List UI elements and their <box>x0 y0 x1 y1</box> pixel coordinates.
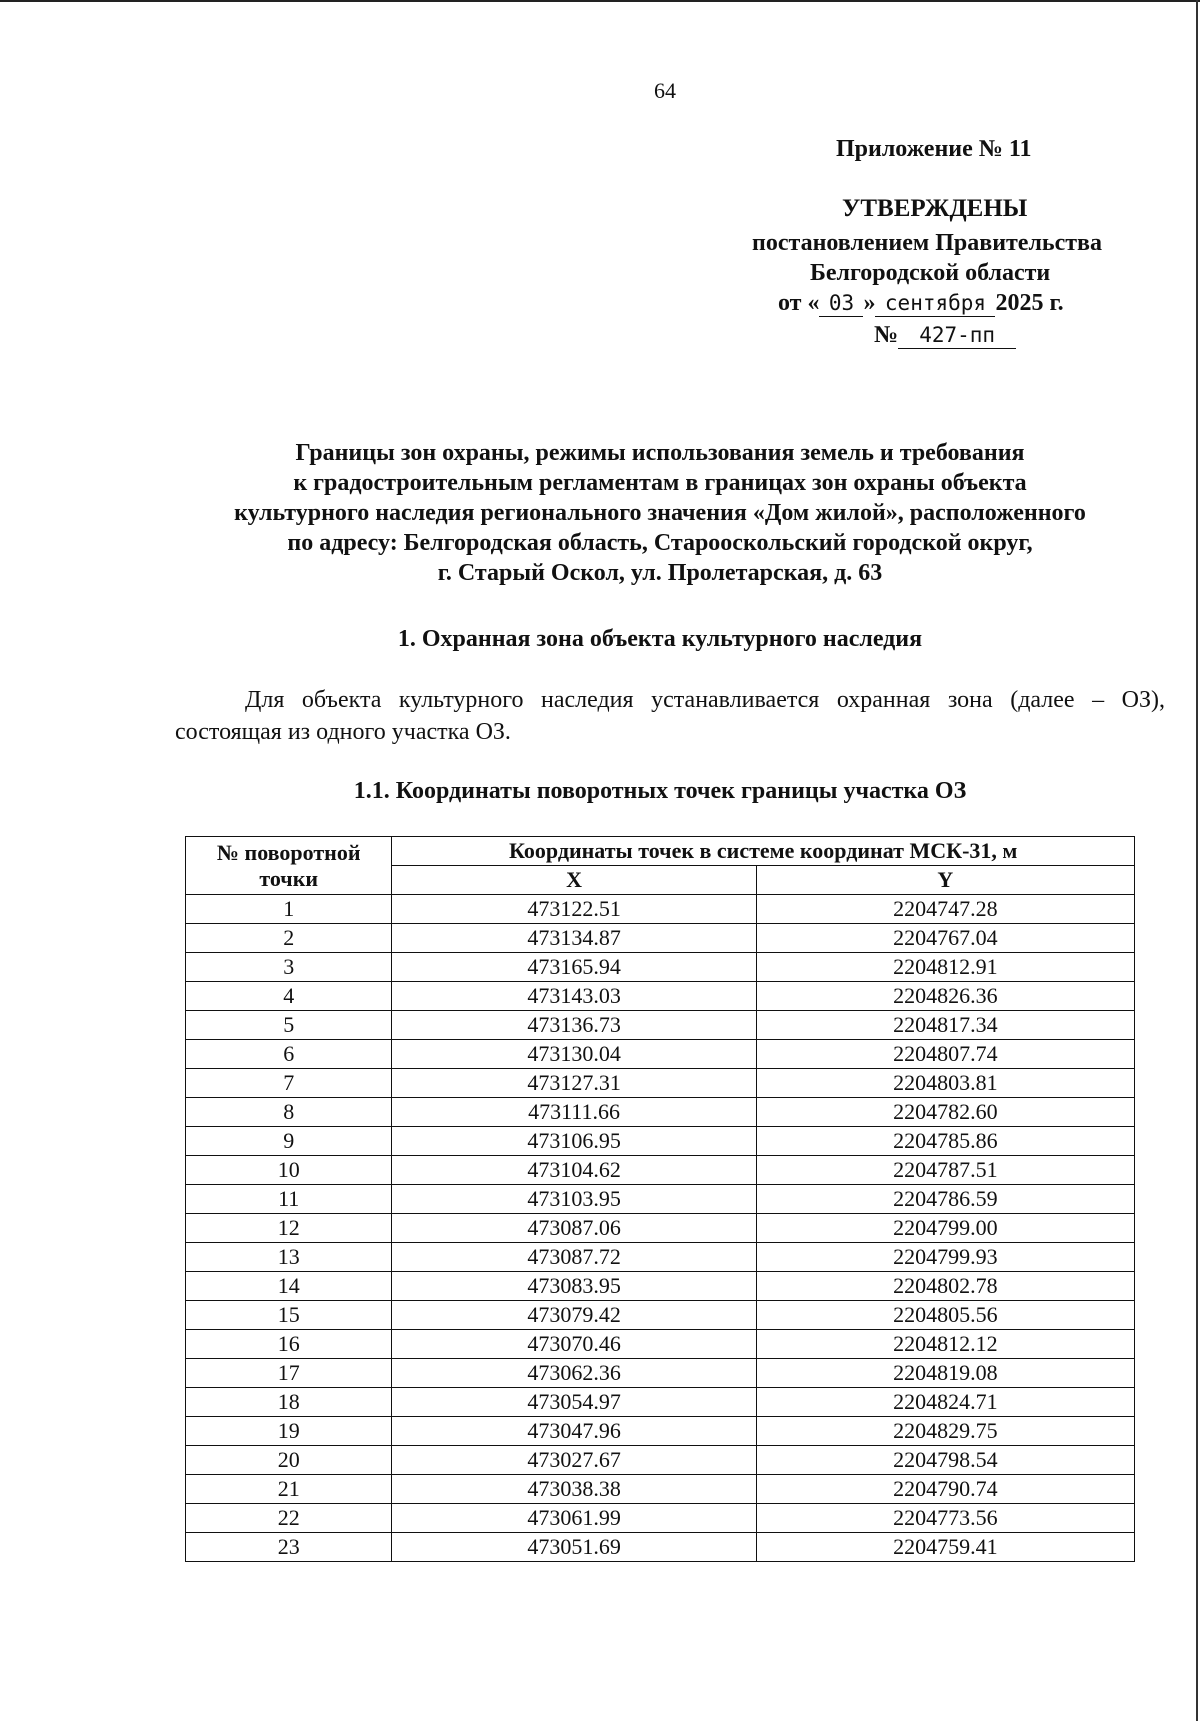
x-coordinate-cell: 473079.42 <box>392 1301 756 1330</box>
point-number-cell: 15 <box>186 1301 392 1330</box>
x-coordinate-cell: 473087.06 <box>392 1214 756 1243</box>
point-number-cell: 14 <box>186 1272 392 1301</box>
point-number-cell: 11 <box>186 1185 392 1214</box>
header-point-number: № поворотной точки <box>186 837 392 895</box>
x-coordinate-cell: 473038.38 <box>392 1475 756 1504</box>
point-number-cell: 9 <box>186 1127 392 1156</box>
y-coordinate-cell: 2204782.60 <box>756 1098 1134 1127</box>
point-number-cell: 1 <box>186 895 392 924</box>
y-coordinate-cell: 2204803.81 <box>756 1069 1134 1098</box>
scan-edge-right <box>1196 0 1198 1721</box>
point-number-cell: 8 <box>186 1098 392 1127</box>
point-number-cell: 20 <box>186 1446 392 1475</box>
point-number-cell: 18 <box>186 1388 392 1417</box>
date-mid: » <box>863 290 876 316</box>
coordinates-table <box>185 836 1135 1562</box>
x-coordinate-cell: 473061.99 <box>392 1504 756 1533</box>
y-coordinate-cell: 2204747.28 <box>756 895 1134 924</box>
point-number-cell: 21 <box>186 1475 392 1504</box>
table-row <box>186 1069 1135 1098</box>
header-y: Y <box>756 866 1134 895</box>
annex-label: Приложение № 11 <box>836 136 1032 162</box>
x-coordinate-cell: 473134.87 <box>392 924 756 953</box>
approval-line-1: постановлением Правительства <box>752 230 1103 256</box>
x-coordinate-cell: 473103.95 <box>392 1185 756 1214</box>
approved-label: УТВЕРЖДЕНЫ <box>842 195 1028 222</box>
y-coordinate-cell: 2204787.51 <box>756 1156 1134 1185</box>
title-line-4: по адресу: Белгородская область, Старооскольский городской округ, <box>287 530 1033 556</box>
y-coordinate-cell: 2204812.91 <box>756 953 1134 982</box>
x-coordinate-cell: 473062.36 <box>392 1359 756 1388</box>
point-number-cell: 6 <box>186 1040 392 1069</box>
point-number-cell: 17 <box>186 1359 392 1388</box>
y-coordinate-cell: 2204767.04 <box>756 924 1134 953</box>
title-line-2: к градостроительным регламентам в границах зон охраны объекта <box>293 470 1027 496</box>
y-coordinate-cell: 2204786.59 <box>756 1185 1134 1214</box>
y-coordinate-cell: 2204817.34 <box>756 1011 1134 1040</box>
table-row <box>186 1475 1135 1504</box>
point-number-cell: 16 <box>186 1330 392 1359</box>
x-coordinate-cell: 473106.95 <box>392 1127 756 1156</box>
y-coordinate-cell: 2204785.86 <box>756 1127 1134 1156</box>
point-number-cell: 13 <box>186 1243 392 1272</box>
table-header-row <box>186 837 1135 866</box>
table-row <box>186 1330 1135 1359</box>
x-coordinate-cell: 473127.31 <box>392 1069 756 1098</box>
point-number-cell: 3 <box>186 953 392 982</box>
table-row <box>186 1214 1135 1243</box>
table-row <box>186 1417 1135 1446</box>
header-coordinates: Координаты точек в системе координат МСК-31, м <box>392 837 1135 866</box>
x-coordinate-cell: 473070.46 <box>392 1330 756 1359</box>
x-coordinate-cell: 473122.51 <box>392 895 756 924</box>
point-number-cell: 10 <box>186 1156 392 1185</box>
y-coordinate-cell: 2204805.56 <box>756 1301 1134 1330</box>
x-coordinate-cell: 473104.62 <box>392 1156 756 1185</box>
table-row <box>186 1272 1135 1301</box>
table-row <box>186 1388 1135 1417</box>
y-coordinate-cell: 2204824.71 <box>756 1388 1134 1417</box>
table-row <box>186 1098 1135 1127</box>
x-coordinate-cell: 473027.67 <box>392 1446 756 1475</box>
date-prefix: от « <box>778 290 820 316</box>
point-number-cell: 7 <box>186 1069 392 1098</box>
section-heading: 1. Охранная зона объекта культурного наследия <box>397 626 923 652</box>
title-line-5: г. Старый Оскол, ул. Пролетарская, д. 63 <box>437 560 883 586</box>
page-number: 64 <box>654 78 676 103</box>
y-coordinate-cell: 2204826.36 <box>756 982 1134 1011</box>
x-coordinate-cell: 473111.66 <box>392 1098 756 1127</box>
title-line-1: Границы зон охраны, режимы использования земель и требования <box>295 440 1025 466</box>
point-number-cell: 12 <box>186 1214 392 1243</box>
table-row <box>186 1127 1135 1156</box>
table-row <box>186 1359 1135 1388</box>
section-paragraph: Для объекта культурного наследия устанавливается охранная зона (далее – ОЗ), состоящая из одного участка ОЗ. <box>175 687 1165 745</box>
table-row <box>186 982 1135 1011</box>
x-coordinate-cell: 473130.04 <box>392 1040 756 1069</box>
y-coordinate-cell: 2204802.78 <box>756 1272 1134 1301</box>
table-row <box>186 1185 1135 1214</box>
table-row <box>186 895 1135 924</box>
y-coordinate-cell: 2204819.08 <box>756 1359 1134 1388</box>
scan-edge-top <box>0 0 1200 2</box>
point-number-cell: 2 <box>186 924 392 953</box>
y-coordinate-cell: 2204807.74 <box>756 1040 1134 1069</box>
point-number-cell: 19 <box>186 1417 392 1446</box>
y-coordinate-cell: 2204829.75 <box>756 1417 1134 1446</box>
x-coordinate-cell: 473054.97 <box>392 1388 756 1417</box>
number-prefix: № <box>874 322 899 348</box>
y-coordinate-cell: 2204790.74 <box>756 1475 1134 1504</box>
table-row <box>186 1040 1135 1069</box>
x-coordinate-cell: 473143.03 <box>392 982 756 1011</box>
y-coordinate-cell: 2204773.56 <box>756 1504 1134 1533</box>
x-coordinate-cell: 473136.73 <box>392 1011 756 1040</box>
x-coordinate-cell: 473165.94 <box>392 953 756 982</box>
title-line-3: культурного наследия регионального значения «Дом жилой», расположенного <box>234 500 1086 526</box>
point-number-cell: 22 <box>186 1504 392 1533</box>
date-day: 03 <box>819 290 863 317</box>
approval-line-2: Белгородской области <box>810 260 1051 286</box>
document-number: 427-пп <box>898 322 1016 349</box>
table-row <box>186 1533 1135 1562</box>
table-body <box>186 895 1135 1562</box>
table-row <box>186 1243 1135 1272</box>
x-coordinate-cell: 473051.69 <box>392 1533 756 1562</box>
document-title <box>160 438 1160 588</box>
table-row <box>186 1301 1135 1330</box>
x-coordinate-cell: 473083.95 <box>392 1272 756 1301</box>
point-number-cell: 4 <box>186 982 392 1011</box>
table-row <box>186 924 1135 953</box>
y-coordinate-cell: 2204759.41 <box>756 1533 1134 1562</box>
date-year: 2025 г. <box>995 290 1064 316</box>
header-x: X <box>392 866 756 895</box>
y-coordinate-cell: 2204799.00 <box>756 1214 1134 1243</box>
table-row <box>186 1446 1135 1475</box>
y-coordinate-cell: 2204798.54 <box>756 1446 1134 1475</box>
table-row <box>186 953 1135 982</box>
date-month: сентября <box>875 290 995 317</box>
subsection-heading: 1.1. Координаты поворотных точек границы участка ОЗ <box>353 778 967 804</box>
y-coordinate-cell: 2204812.12 <box>756 1330 1134 1359</box>
table-row <box>186 1156 1135 1185</box>
table-row <box>186 1011 1135 1040</box>
x-coordinate-cell: 473047.96 <box>392 1417 756 1446</box>
approval-number <box>874 320 1016 350</box>
point-number-cell: 23 <box>186 1533 392 1562</box>
x-coordinate-cell: 473087.72 <box>392 1243 756 1272</box>
point-number-cell: 5 <box>186 1011 392 1040</box>
approval-date <box>778 288 1064 318</box>
y-coordinate-cell: 2204799.93 <box>756 1243 1134 1272</box>
table-row <box>186 1504 1135 1533</box>
